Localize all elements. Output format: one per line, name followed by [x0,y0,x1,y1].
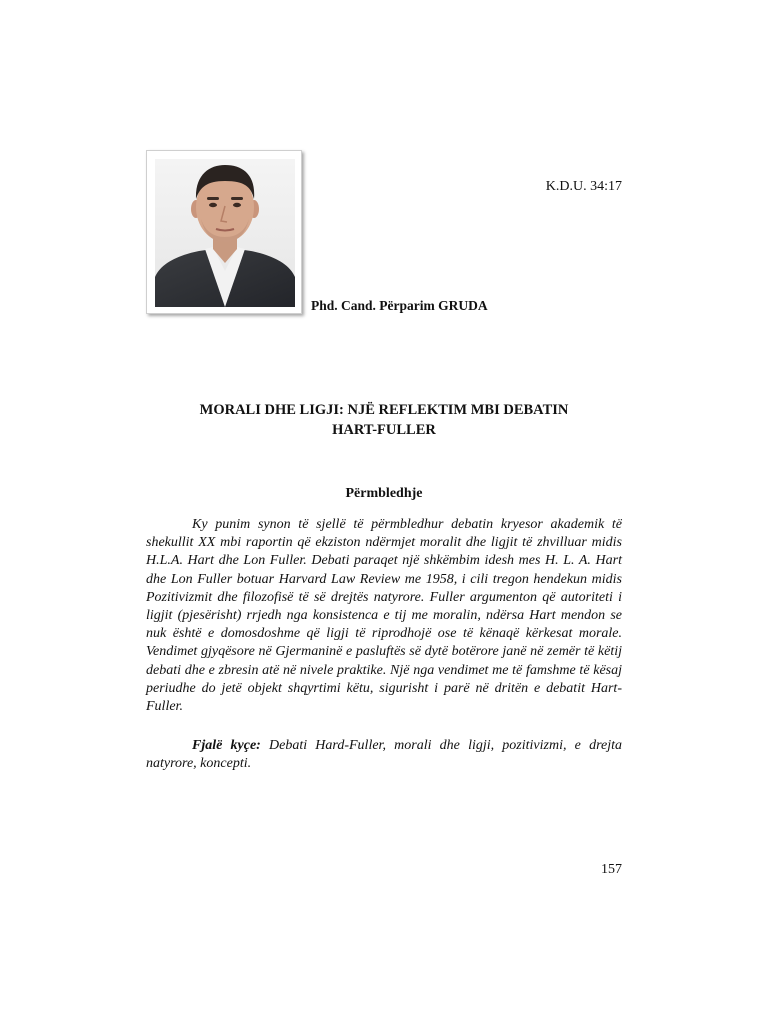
article-title [146,400,622,440]
classification-code: K.D.U. 34:17 [545,179,622,194]
article-title-line-1: MORALI DHE LIGJI: NJË REFLEKTIM MBI DEBATIN [199,402,569,418]
abstract-text: Ky punim synon të sjellë të përmbledhur debatin kryesor akademik të shekullit XX mbi raportin që ekziston ndërmjet moralit dhe ligjit të zhvilluar midis H.L.A. Hart dhe Lon Fuller. Debati paraqet një shkëmbim idesh mes H. L. A. Hart dhe Lon Fuller botuar Harvard Law Review me 1958, i cili tregon hendekun midis Pozitivizmit dhe filozofisë të së drejtës natyrore. Fuller argumenton që autoriteti i ligjit (pjesërisht) rrjedh nga konsistenca e tij me moralin, ndërsa Hart mendon se nuk është e domosdoshme që ligji të riprodhojë ose të kënaqë kërkesat morale. Vendimet gjyqësore në Gjermaninë e pasluftës së dytë botërore janë në zemër të këtij debati dhe e zbresin atë në nivele praktike. Një nga vendimet me të famshme të kësaj periudhe do jetë objekt shqyrtimi këtu, sigurisht i parë në dritën e debatit Hart-Fuller. [146,517,622,715]
keywords-paragraph [146,737,622,773]
page-number: 157 [601,862,622,877]
author-name: Phd. Cand. Përparim GRUDA [311,298,488,313]
keywords-text: Debati Hard-Fuller, morali dhe ligji, pozitivizmi, e drejta natyrore, koncepti. [146,738,622,772]
article-title-line-2: HART-FULLER [332,422,436,438]
author-photo [146,150,302,314]
abstract-heading: Përmbledhje [345,486,423,501]
portrait-photo-icon [155,159,295,307]
keywords-label: Fjalë kyçe: [192,738,261,753]
